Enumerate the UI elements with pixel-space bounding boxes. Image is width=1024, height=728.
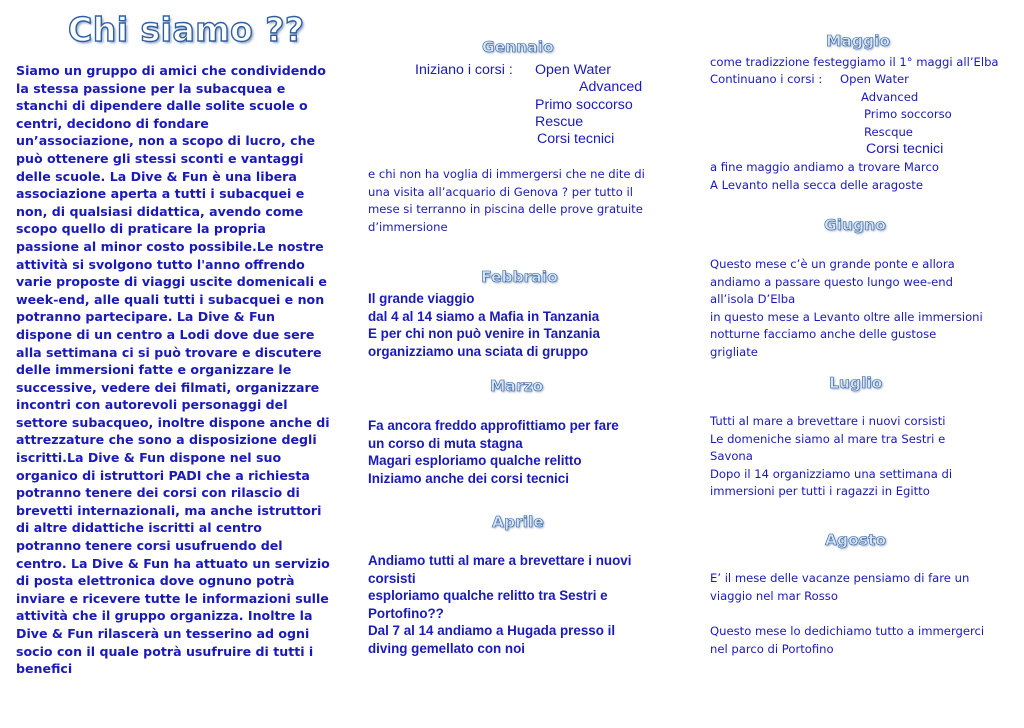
agosto-line: nel parco di Portofino [710, 641, 834, 656]
giugno-line: andiamo a passare questo lungo wee-end [710, 274, 954, 289]
febbraio-heading: Febbraio [481, 268, 558, 286]
giugno-line: all’isola D’Elba [710, 292, 796, 306]
marzo-line: un corso di muta stagna [368, 435, 523, 451]
luglio-heading: Luglio [829, 374, 883, 392]
aprile-line: Andiamo tutti al mare a brevettare i nuovi [368, 553, 632, 568]
maggio-course: Primo soccorso [864, 107, 952, 121]
gennaio-course: Open Water [535, 62, 611, 78]
aprile-line: Portofino?? [368, 605, 444, 621]
febbraio-line: E per chi non può venire in Tanzania [368, 326, 600, 341]
giugno-line: in questo mese a Levanto oltre alle immersioni [710, 309, 983, 324]
febbraio-line: dal 4 al 14 siamo a Mafia in Tanzania [368, 308, 600, 324]
marzo-line: Fa ancora freddo approfittiamo per fare [368, 418, 619, 433]
luglio-text [710, 413, 952, 501]
gennaio-note: e chi non ha voglia di immergersi che ne dite di una visita all’acquario di Genova ? per tutto il mese si terranno in piscina delle prove gratuite d’immersione [368, 167, 645, 234]
marzo-line: Magari esploriamo qualche relitto [368, 453, 582, 468]
gennaio-course: Primo soccorso [535, 97, 633, 113]
agosto-line: Questo mese lo dedichiamo tutto a immergerci [710, 624, 985, 638]
maggio-course: Open Water [840, 72, 909, 86]
maggio-course: Corsi tecnici [866, 141, 944, 157]
giugno-heading: Giugno [824, 216, 886, 234]
giugno-line: notturne facciamo anche delle gustose [710, 327, 937, 341]
maggio-line: come tradizzione festeggiamo il 1° maggi all’Elba [710, 55, 999, 69]
marzo-text [368, 417, 619, 487]
aprile-line: Dal 7 al 14 andiamo a Hugada presso il [368, 623, 616, 638]
page-title: Chi siamo ?? [68, 10, 305, 49]
marzo-heading: Marzo [490, 377, 544, 395]
luglio-line: Dopo il 14 organizziamo una settimana di [710, 466, 953, 481]
febbraio-line: Il grande viaggio [368, 291, 475, 306]
aprile-line: corsisti [368, 570, 416, 586]
agosto-line: E’ il mese delle vacanze pensiamo di fare un [710, 571, 970, 585]
maggio-label: Continuano i corsi : [710, 72, 823, 86]
maggio-after-line: a fine maggio andiamo a trovare Marco [710, 160, 939, 174]
aprile-text [368, 552, 631, 657]
gennaio-course: Rescue [535, 114, 584, 130]
maggio-after-line: A Levanto nella secca delle aragoste [710, 177, 923, 192]
febbraio-text [368, 290, 600, 360]
luglio-line: Tutti al mare a brevettare i nuovi corsisti [710, 414, 946, 428]
agosto-text-2 [710, 623, 984, 658]
febbraio-line: organizziamo una sciata di gruppo [368, 343, 589, 359]
aprile-heading: Aprile [492, 513, 544, 531]
gennaio-heading: Gennaio [482, 38, 554, 56]
luglio-line: Le domeniche siamo al mare tra Sestri e [710, 431, 946, 446]
marzo-line: Iniziamo anche dei corsi tecnici [368, 470, 569, 486]
gennaio-course: Advanced [579, 79, 643, 95]
luglio-line: immersioni per tutti i ragazzi in Egitto [710, 484, 930, 498]
giugno-line: grigliate [710, 344, 758, 359]
gennaio-label: Iniziano i corsi : [415, 62, 513, 78]
maggio-course: Advanced [861, 90, 919, 104]
maggio-heading: Maggio [826, 32, 891, 50]
agosto-text-1 [710, 570, 969, 605]
giugno-text [710, 256, 983, 361]
aprile-line: diving gemellato con noi [368, 640, 525, 656]
agosto-heading: Agosto [825, 531, 887, 549]
agosto-line: viaggio nel mar Rosso [710, 588, 838, 603]
intro-paragraph: Siamo un gruppo di amici che condividendo la stessa passione per la subacquea e stanchi di dipendere dalle solite scuole o centri, decidono di fondare un’associazione, non a scopo di lucro, che può ottenere gli stessi sconti e vantaggi delle scuole. La Dive & Fun è una libera associazione aperta a tutti i subacquei e non, di qualsiasi didattica, avendo come scopo quello di praticare la propria passione al minor costo possibile.Le nostre attività si svolgono tutto l'anno offrendo varie proposte di viaggi uscite domenicali e week-end, alle quali tutti i subacquei e non potranno partecipare. La Dive & Fun dispone di un centro a Lodi dove due sere alla settimana ci si può trovare e discutere delle immersioni fatte e organizzare le successive, vedere dei filmati, organizzare incontri con autorevoli personaggi del settore subacqueo, inoltre dispone anche di attrezzature che sono a disposizione degli iscritti.La Dive & Fun dispone nel suo organico di istruttori PADI che a richiesta potranno tenere dei corsi con rilascio di brevetti internazionali, ma anche istruttori di altre didattiche iscritti al centro potranno tenere corsi usufruendo del centro. La Dive & Fun ha attuato un servizio di posta elettronica dove ognuno potrà inviare e ricevere tutte le informazioni sulle attività che il gruppo organizza. Inoltre la Dive & Fun rilascerà un tesserino ad ogni socio con il quale potrà usufruire di tutti i benefici [16, 63, 330, 677]
maggio-after [710, 159, 939, 194]
luglio-line: Savona [710, 449, 753, 463]
aprile-line: esploriamo qualche relitto tra Sestri e [368, 588, 608, 603]
gennaio-course: Corsi tecnici [537, 131, 615, 147]
giugno-line: Questo mese c’è un grande ponte e allora [710, 257, 955, 271]
maggio-course: Rescque [864, 125, 913, 139]
